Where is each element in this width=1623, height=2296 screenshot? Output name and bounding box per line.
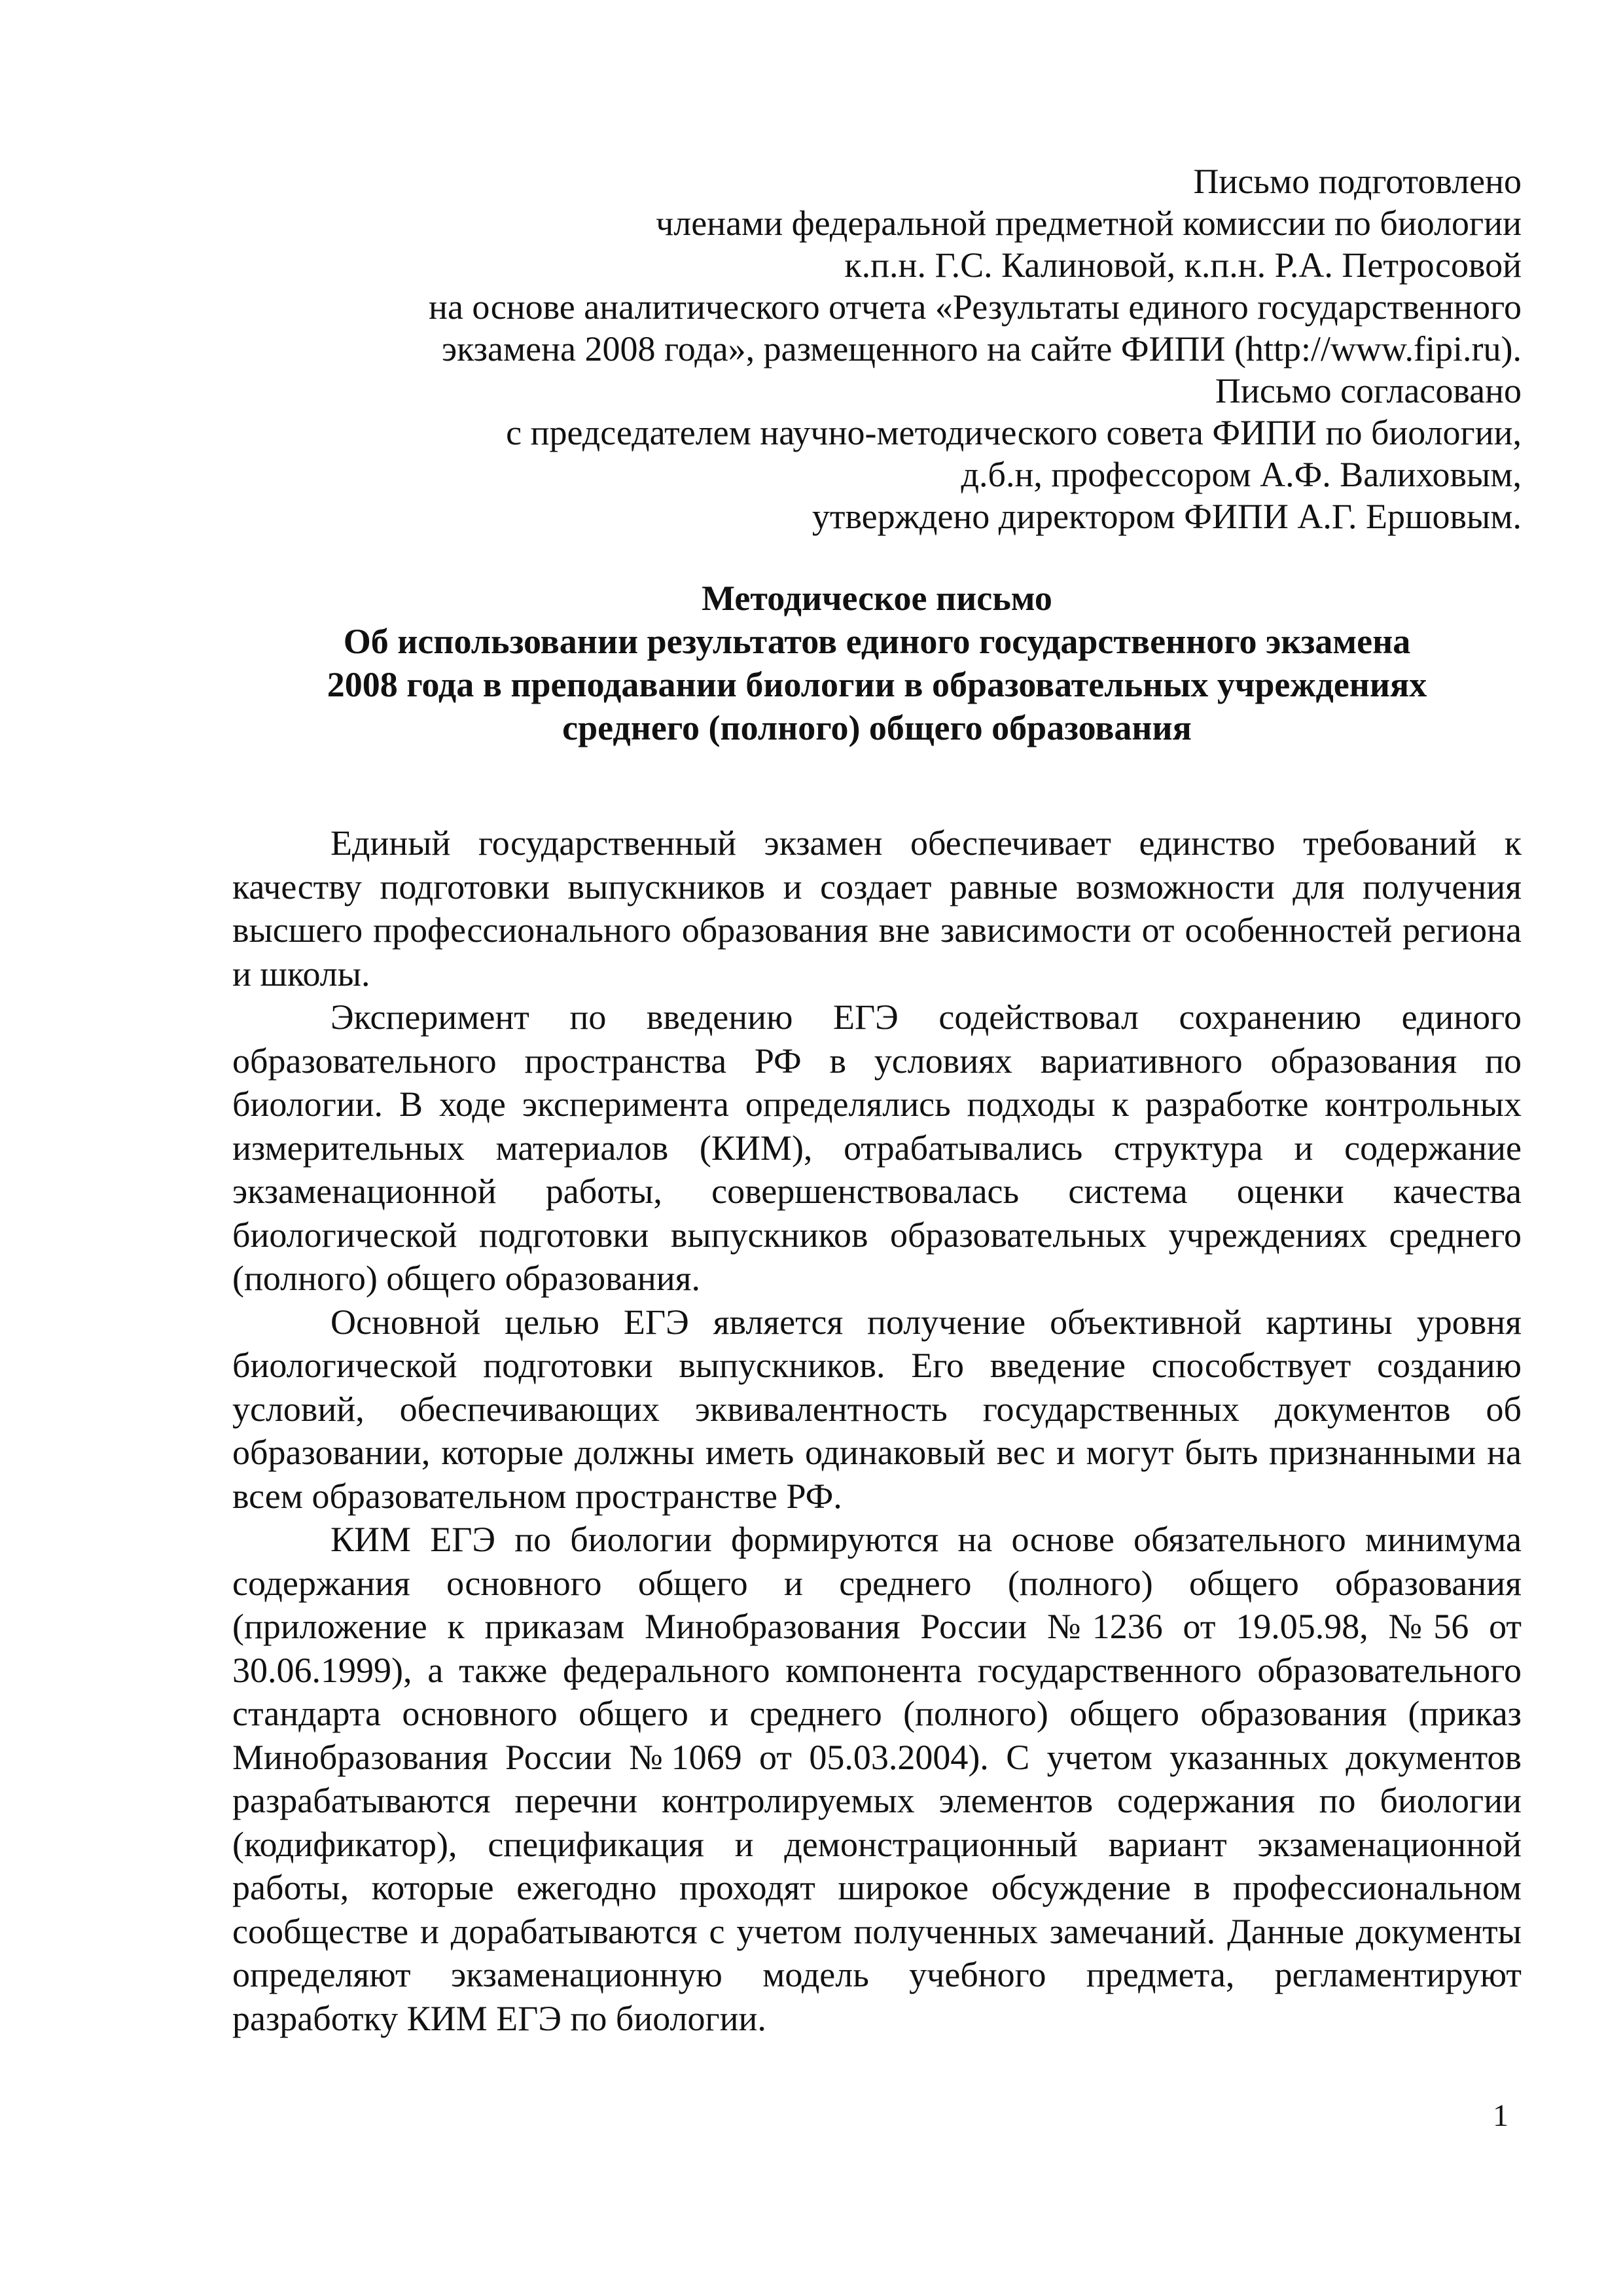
header-line: членами федеральной предметной комиссии по биологии <box>656 204 1522 243</box>
header-line: утверждено директором ФИПИ А.Г. Ершовым. <box>812 497 1522 536</box>
header-line: д.б.н, профессором А.Ф. Валиховым, <box>961 455 1522 494</box>
header-line: Письмо подготовлено <box>1193 162 1522 201</box>
document-page <box>232 160 1522 2040</box>
header-line: с председателем научно-методического совета ФИПИ по биологии, <box>506 413 1522 452</box>
header-line: Письмо согласовано <box>1215 371 1522 410</box>
body-paragraph: Единый государственный экзамен обеспечивает единство требований к качеству подготовки выпускников и создает равные возможности для получения высшего профессионального образования вне зависимости от особенностей региона и школы. <box>232 823 1522 994</box>
body-paragraph: Основной целью ЕГЭ является получение объективной картины уровня биологической подготовки выпускников. Его введение способствует созданию условий, обеспечивающих эквивалентность государственных документов об образовании, которые должны иметь одинаковый вес и могут быть признанными на всем образовательном пространстве РФ. <box>232 1302 1522 1516</box>
title-line: Методическое письмо <box>702 579 1052 618</box>
header-line: экзамена 2008 года», размещенного на сайте ФИПИ (http://www.fipi.ru). <box>441 329 1522 368</box>
approval-header <box>232 160 1522 537</box>
body-paragraph: Эксперимент по введению ЕГЭ содействовал сохранению единого образовательного пространства РФ в условиях вариативного образования по биологии. В ходе эксперимента определялись подходы к разработке контрольных измерительных материалов (КИМ), отрабатывались структура и содержание экзаменационной работы, совершенствовалась система оценки качества биологической подготовки выпускников образовательных учреждениях среднего (полного) общего образования. <box>232 997 1522 1298</box>
document-title <box>232 577 1522 749</box>
body-paragraph: КИМ ЕГЭ по биологии формируются на основе обязательного минимума содержания основного общего и среднего (полного) общего образования (приложение к приказам Минобразования России №1236 от 19.05.98, №56 от 30.06.1999), а также федерального компонента государственного образовательного стандарта основного общего и среднего (полного) общего образования (приказ Минобразования России №1069 от 05.03.2004). С учетом указанных документов разрабатываются перечни контролируемых элементов содержания по биологии (кодификатор), спецификация и демонстрационный вариант экзаменационной работы, которые ежегодно проходят широкое обсуждение в профессиональном сообществе и дорабатываются с учетом полученных замечаний. Данные документы определяют экзаменационную модель учебного предмета, регламентируют разработку КИМ ЕГЭ по биологии. <box>232 1520 1522 2038</box>
title-line: 2008 года в преподавании биологии в образовательных учреждениях <box>327 665 1427 704</box>
title-line: среднего (полного) общего образования <box>562 708 1192 747</box>
title-line: Об использовании результатов единого государственного экзамена <box>343 622 1411 661</box>
header-line: к.п.н. Г.С. Калиновой, к.п.н. Р.А. Петросовой <box>844 245 1522 285</box>
page-number: 1 <box>1493 2098 1508 2133</box>
document-body <box>232 821 1522 2040</box>
header-line: на основе аналитического отчета «Результаты единого государственного <box>429 287 1522 327</box>
